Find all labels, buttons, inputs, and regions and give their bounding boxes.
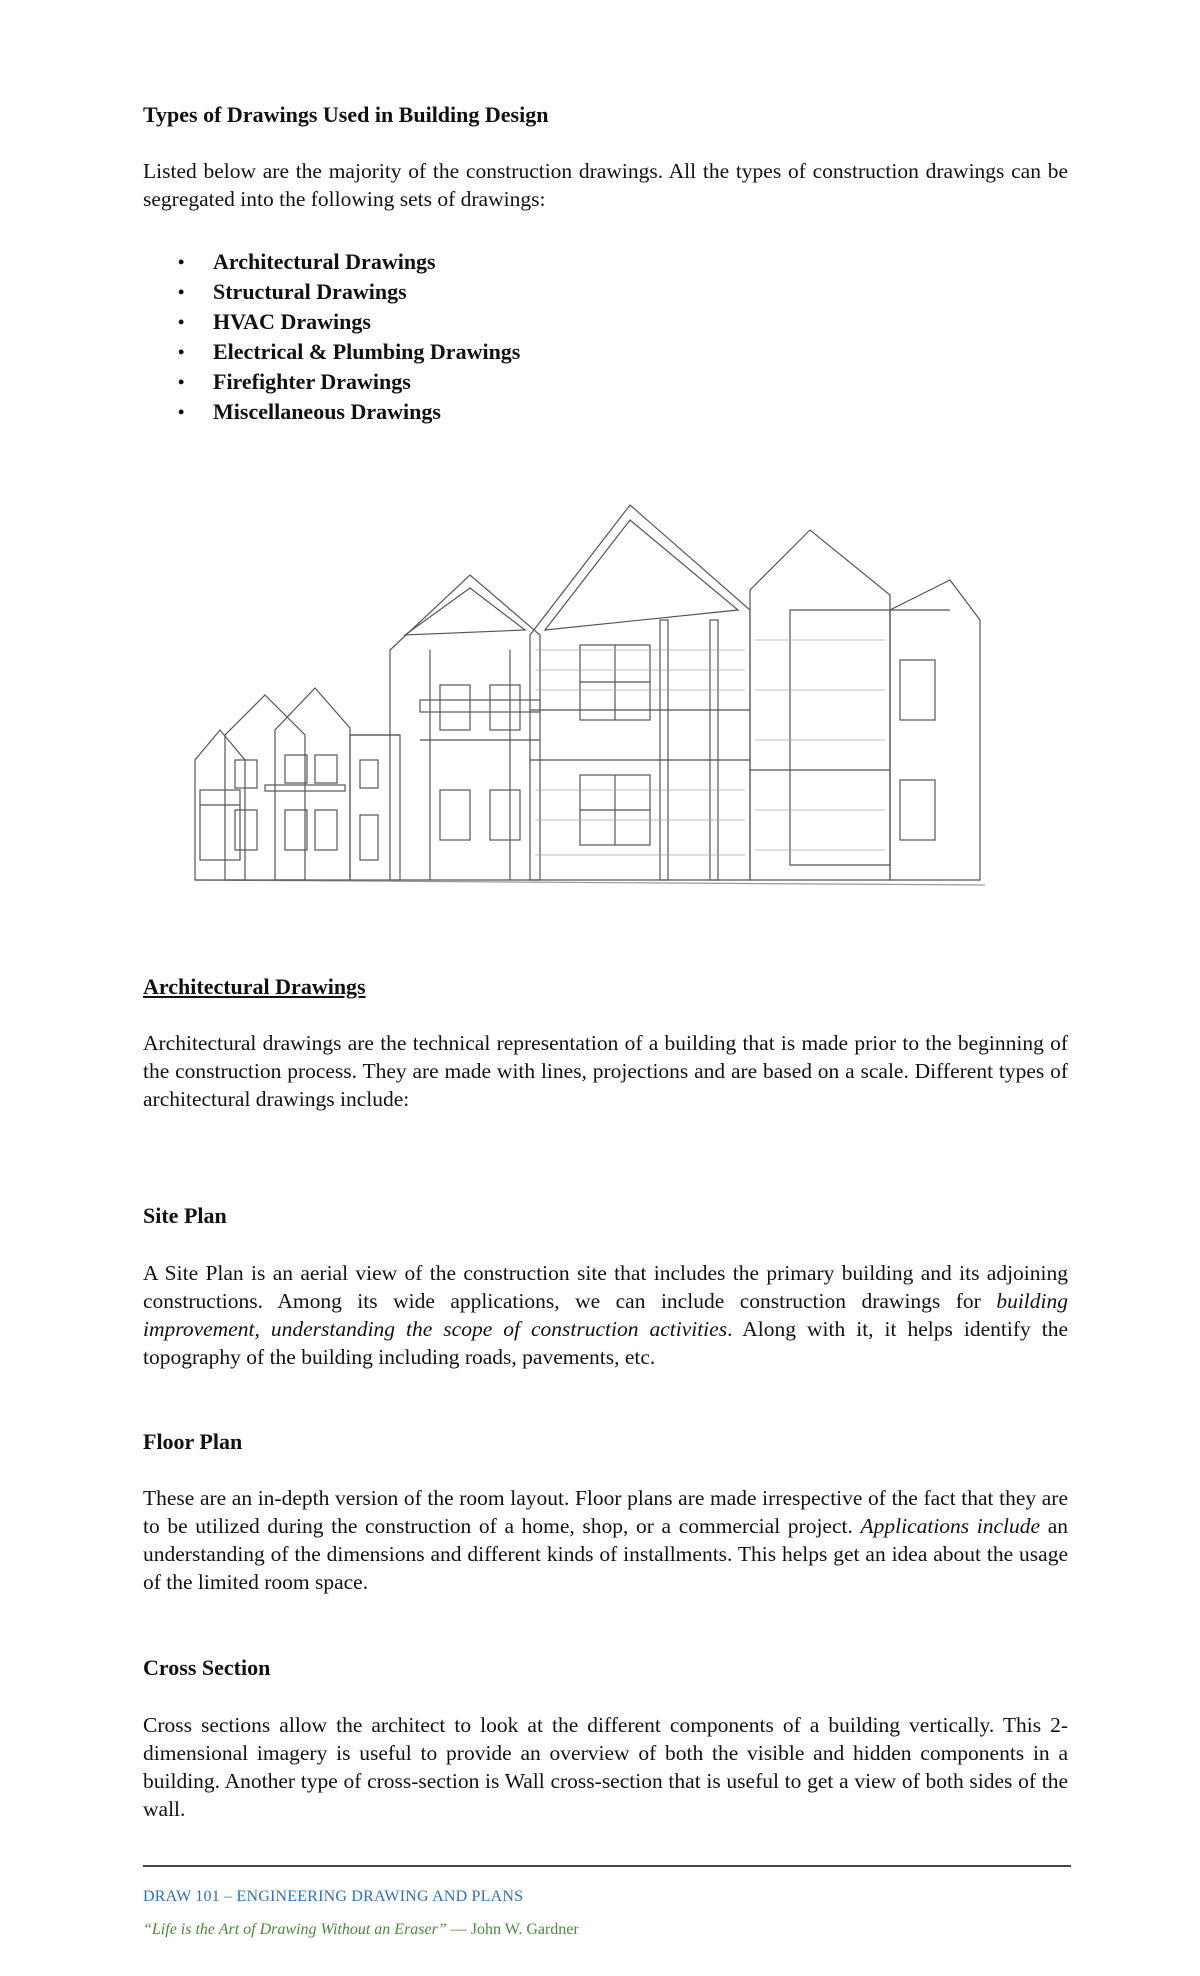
drawing-types-list [143,247,520,427]
bullet-icon: • [178,342,185,362]
bullet-icon: • [178,282,185,302]
page-title: Types of Drawings Used in Building Design [143,102,549,127]
left-wing [195,688,400,880]
cross-section-heading: Cross Section [143,1655,271,1680]
footer-course-title: DRAW 101 – ENGINEERING DRAWING AND PLANS [143,1888,524,1905]
quote-attribution: — John W. Gardner [446,1921,579,1938]
architectural-paragraph: Architectural drawings are the technical representation of a building that is made prior to the beginning of the construction process. They are made with lines, projections and are based on a scale. Different types of architectural drawings include: [143,1031,1068,1111]
site-plan-heading: Site Plan [143,1203,227,1228]
list-item: • Architectural Drawings [143,247,520,277]
site-plan-paragraph: A Site Plan is an aerial view of the construction site that includes the primary building and its adjoining constructions. Among its wide applications, we can include construction drawings for building improvement, understanding the scope of construction activities. Along with it, it helps identify the topography of the building including roads, pavements, etc. [143,1261,1069,1369]
main-gable [530,505,750,880]
footer-quote: “Life is the Art of Drawing Without an Eraser” — John W. Gardner [143,1921,579,1938]
bullet-icon: • [178,402,185,422]
bullet-icon: • [178,372,185,392]
list-item: • Firefighter Drawings [143,367,520,397]
footer-divider [143,1865,1071,1867]
porch-gable [390,575,540,880]
intro-paragraph: Listed below are the majority of the construction drawings. All the types of construction drawings can be segregated into the following sets of drawings: [143,159,1068,211]
list-item: • Electrical & Plumbing Drawings [143,337,520,367]
right-gable [750,530,980,880]
list-item: • HVAC Drawings [143,307,520,337]
architectural-heading: Architectural Drawings [143,974,366,999]
floor-plan-heading: Floor Plan [143,1429,243,1454]
bullet-icon: • [178,312,185,332]
bullet-icon: • [178,252,185,272]
building-illustration [190,460,990,900]
list-item: • Miscellaneous Drawings [143,397,520,427]
list-item: • Structural Drawings [143,277,520,307]
floor-plan-paragraph: These are an in-depth version of the room layout. Floor plans are made irrespective of the fact that they are to be utilized during the construction of a home, shop, or a commercial project. Applications include an understanding of the dimensions and different kinds of installments. This helps get an idea about the usage of the limited room space. [143,1486,1068,1594]
cross-section-paragraph: Cross sections allow the architect to look at the different components of a building vertically. This 2-dimensional imagery is useful to provide an overview of both the visible and hidden components in a building. Another type of cross-section is Wall cross-section that is useful to get a view of both sides of the wall. [143,1713,1068,1821]
